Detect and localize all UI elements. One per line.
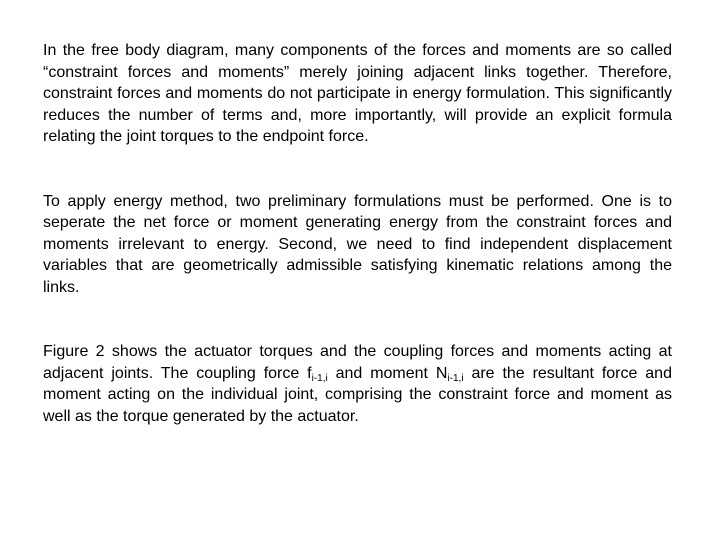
paragraph-free-body-diagram: In the free body diagram, many components of the forces and moments are so called “constraint forces and moments” merely joining adjacent links together. Therefore, constraint forces and moments do not participate in energy formulation. This significantly reduces the number of terms and, more importantly, will provide an explicit formula relating the joint torques to the endpoint force.	[43, 42, 672, 145]
paragraph-energy-method: To apply energy method, two preliminary formulations must be performed. One is to seperate the net force or moment generating energy from the constraint forces and moments irrelevant to energy. Second, we need to find independent displacement variables that are geometrically admissible satisfying kinematic relations among the links.	[43, 192, 672, 296]
paragraph-figure-2-text-2: and moment N	[327, 364, 448, 382]
subscript-moment: i-1,i	[447, 372, 464, 384]
paragraph-figure-2-text-3: are the resultant force and moment acting on the individual joint, comprising the constraint force and moment as well as the torque generated by the actuator.	[43, 364, 672, 425]
document-body	[43, 40, 672, 427]
paragraph-figure-2-text-1: Figure 2 shows the actuator torques and the coupling forces and moments acting at adjacent joints. The coupling force f	[43, 343, 672, 382]
subscript-coupling-force: i-1,i	[311, 372, 328, 384]
paragraph-figure-2	[43, 341, 672, 427]
